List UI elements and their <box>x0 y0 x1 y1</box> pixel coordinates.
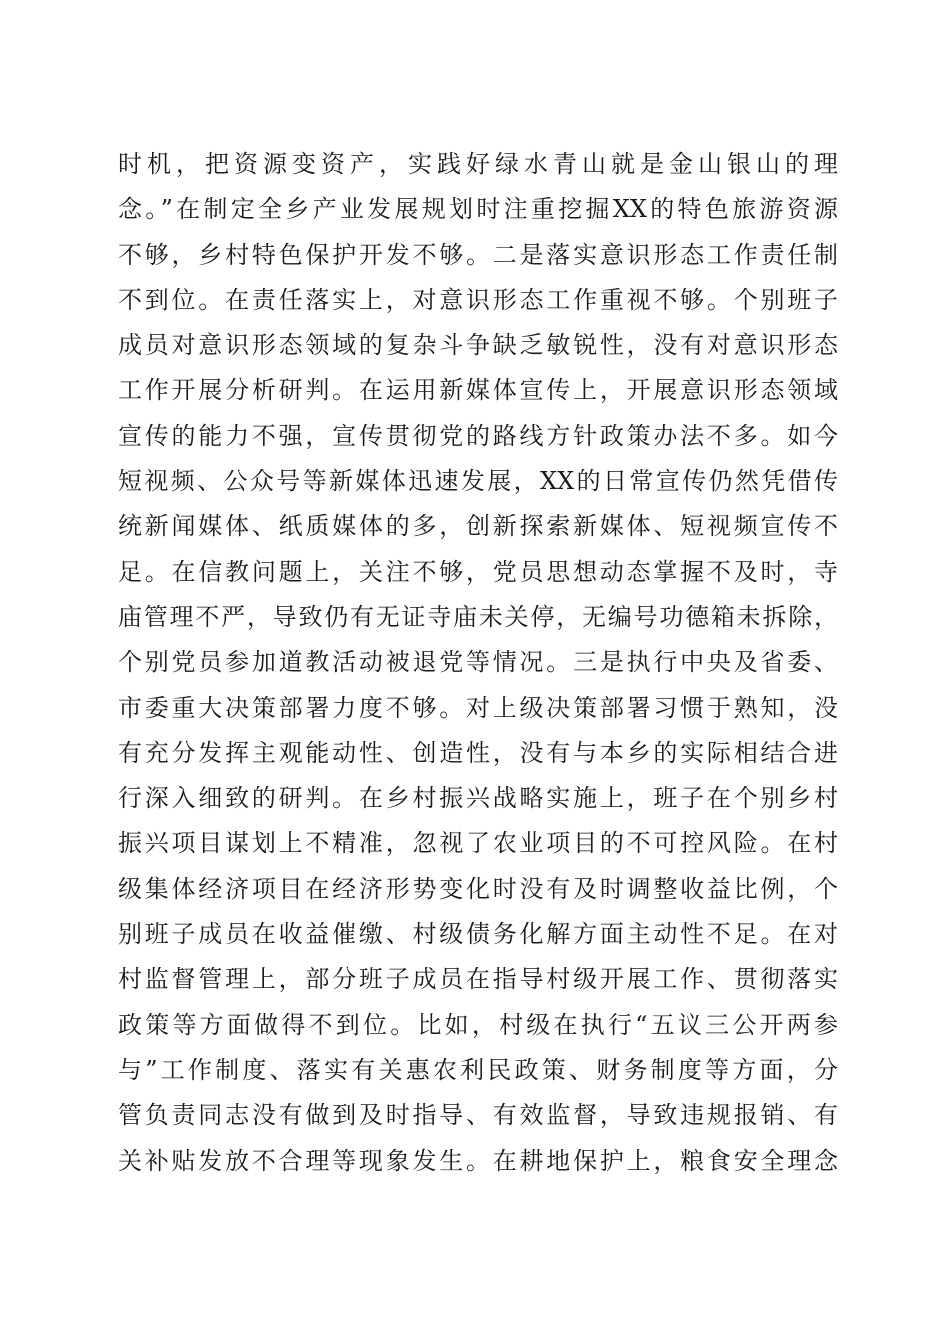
text-line-3: 不够，乡村特色保护开发不够。二是落实意识形态工作责任制 <box>118 240 838 269</box>
text-line-2: 念。”在制定全乡产业发展规划时注重挖掘XX的特色旅游资源 <box>118 195 838 224</box>
text-line-7: 宣传的能力不强，宣传贯彻党的路线方针政策办法不多。如今 <box>118 421 838 450</box>
text-line-12: 个别党员参加道教活动被退党等情况。三是执行中央及省委、 <box>118 648 838 677</box>
text-line-21: 与”工作制度、落实有关惠农利民政策、财务制度等方面，分 <box>118 1055 838 1084</box>
text-line-10: 足。在信教问题上，关注不够，党员思想动态掌握不及时，寺 <box>118 557 838 586</box>
text-line-20: 政策等方面做得不到位。比如，村级在执行“五议三公开两参 <box>118 1010 838 1039</box>
text-line-16: 振兴项目谋划上不精准，忽视了农业项目的不可控风险。在村 <box>118 829 838 858</box>
text-line-14: 有充分发挥主观能动性、创造性，没有与本乡的实际相结合进 <box>118 738 838 767</box>
body-text <box>118 142 838 1184</box>
text-line-8: 短视频、公众号等新媒体迅速发展，XX的日常宣传仍然凭借传 <box>118 467 838 496</box>
text-line-9: 统新闻媒体、纸质媒体的多，创新探索新媒体、短视频宣传不 <box>118 512 838 541</box>
text-line-23: 关补贴发放不合理等现象发生。在耕地保护上，粮食安全理念 <box>118 1146 838 1175</box>
text-line-1: 时机，把资源变资产，实践好绿水青山就是金山银山的理 <box>118 150 838 178</box>
text-line-13: 市委重大决策部署力度不够。对上级决策部署习惯于熟知，没 <box>118 693 838 722</box>
text-line-15: 行深入细致的研判。在乡村振兴战略实施上，班子在个别乡村 <box>118 784 838 813</box>
text-line-11: 庙管理不严，导致仍有无证寺庙未关停，无编号功德箱未拆除， <box>118 602 838 631</box>
text-line-6: 工作开展分析研判。在运用新媒体宣传上，开展意识形态领域 <box>118 376 838 405</box>
text-line-19: 村监督管理上，部分班子成员在指导村级开展工作、贯彻落实 <box>118 965 838 994</box>
text-line-22: 管负责同志没有做到及时指导、有效监督，导致违规报销、有 <box>118 1101 838 1130</box>
text-line-4: 不到位。在责任落实上，对意识形态工作重视不够。个别班子 <box>118 285 838 314</box>
text-line-5: 成员对意识形态领域的复杂斗争缺乏敏锐性，没有对意识形态 <box>118 331 838 360</box>
text-line-17: 级集体经济项目在经济形势变化时没有及时调整收益比例，个 <box>118 874 838 903</box>
text-line-18: 别班子成员在收益催缴、村级债务化解方面主动性不足。在对 <box>118 920 838 949</box>
